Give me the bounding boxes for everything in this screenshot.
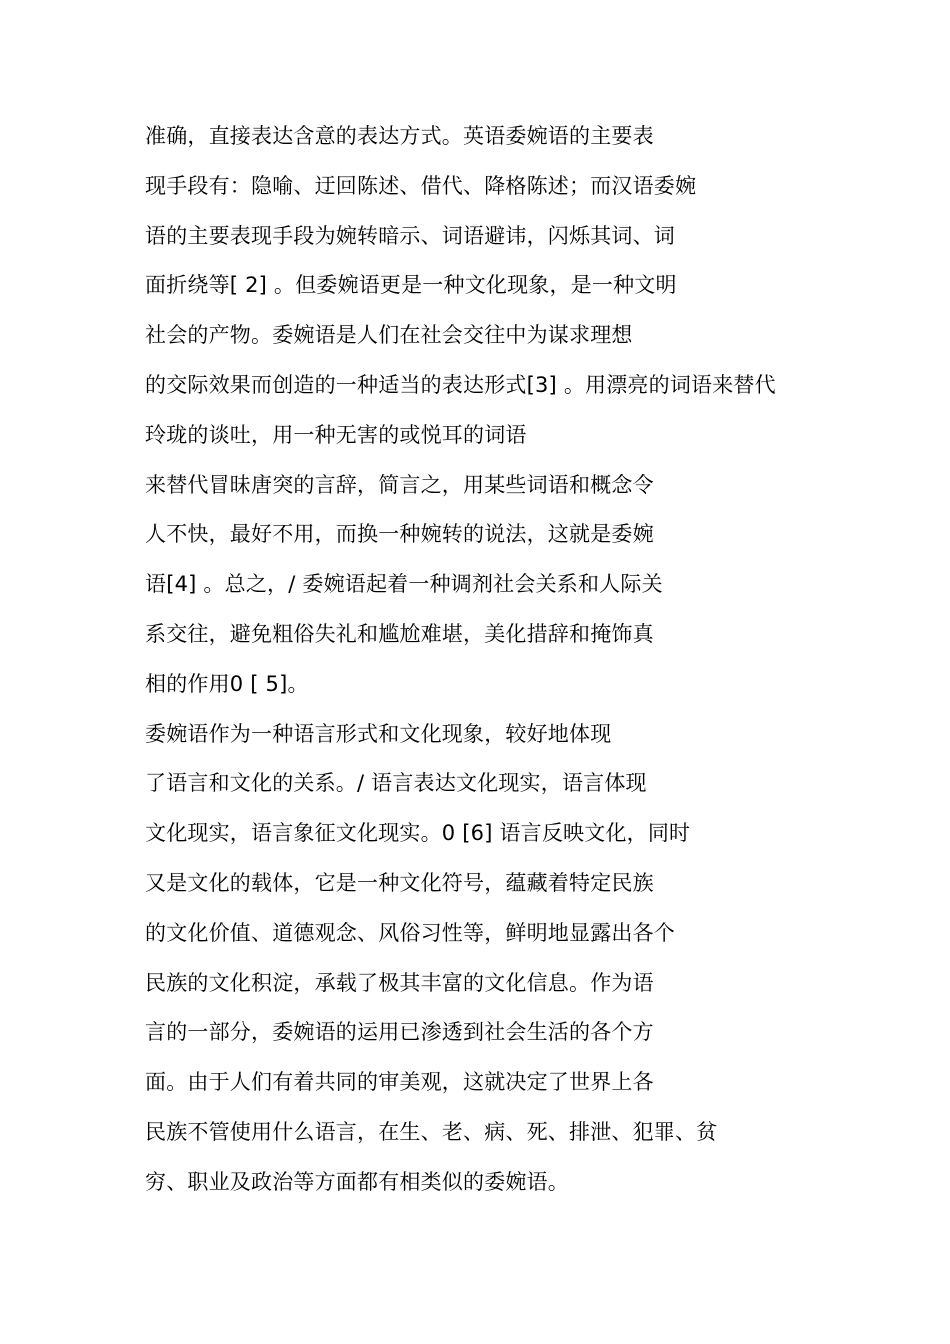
text-line: 面折绕等[ 2] 。但委婉语更是一种文化现象，是一种文明 [145,273,677,298]
text-line: 人不快，最好不用，而换一种婉转的说法，这就是委婉 [145,522,654,547]
text-line: 准确，直接表达含意的表达方式。英语委婉语的主要表 [145,124,654,148]
text-line: 社会的产物。委婉语是人们在社会交往中为谋求理想 [145,323,633,348]
text-line: 委婉语作为一种语言形式和文化现象，较好地体现 [145,721,612,746]
text-line: 相的作用0 [ 5]。 [145,671,309,696]
text-line: 文化现实，语言象征文化现实。0 [6] 语言反映文化，同时 [145,821,691,846]
text-line: 的文化价值、道德观念、风俗习性等，鲜明地显露出各个 [145,920,675,945]
body-text [145,120,935,1216]
text-line: 语[4] 。总之，/ 委婉语起着一种调剂社会关系和人际关 [145,572,663,597]
text-line: 的交际效果而创造的一种适当的表达形式[3] 。用漂亮的词语来替代 [145,372,776,397]
text-line: 言的一部分，委婉语的运用已渗透到社会生活的各个方 [145,1020,654,1045]
text-line: 现手段有：隐喻、迂回陈述、借代、降格陈述；而汉语委婉 [145,173,697,198]
text-line: 穷、职业及政治等方面都有相类似的委婉语。 [145,1169,569,1194]
text-line: 民族的文化积淀，承载了极其丰富的文化信息。作为语 [145,970,654,995]
text-line: 了语言和文化的关系。/ 语言表达文化现实，语言体现 [145,771,647,796]
text-line: 民族不管使用什么语言，在生、老、病、死、排泄、犯罪、贫 [145,1119,718,1144]
text-line: 系交往，避免粗俗失礼和尴尬难堪，美化措辞和掩饰真 [145,621,654,646]
text-line: 玲珑的谈吐，用一种无害的或悦耳的词语 [145,422,527,447]
text-line: 又是文化的载体，它是一种文化符号，蕴藏着特定民族 [145,870,654,895]
text-line: 语的主要表现手段为婉转暗示、词语避讳，闪烁其词、词 [145,223,675,248]
text-line: 来替代冒昧唐突的言辞，简言之，用某些词语和概念令 [145,472,654,497]
text-line: 面。由于人们有着共同的审美观，这就决定了世界上各 [145,1070,654,1095]
